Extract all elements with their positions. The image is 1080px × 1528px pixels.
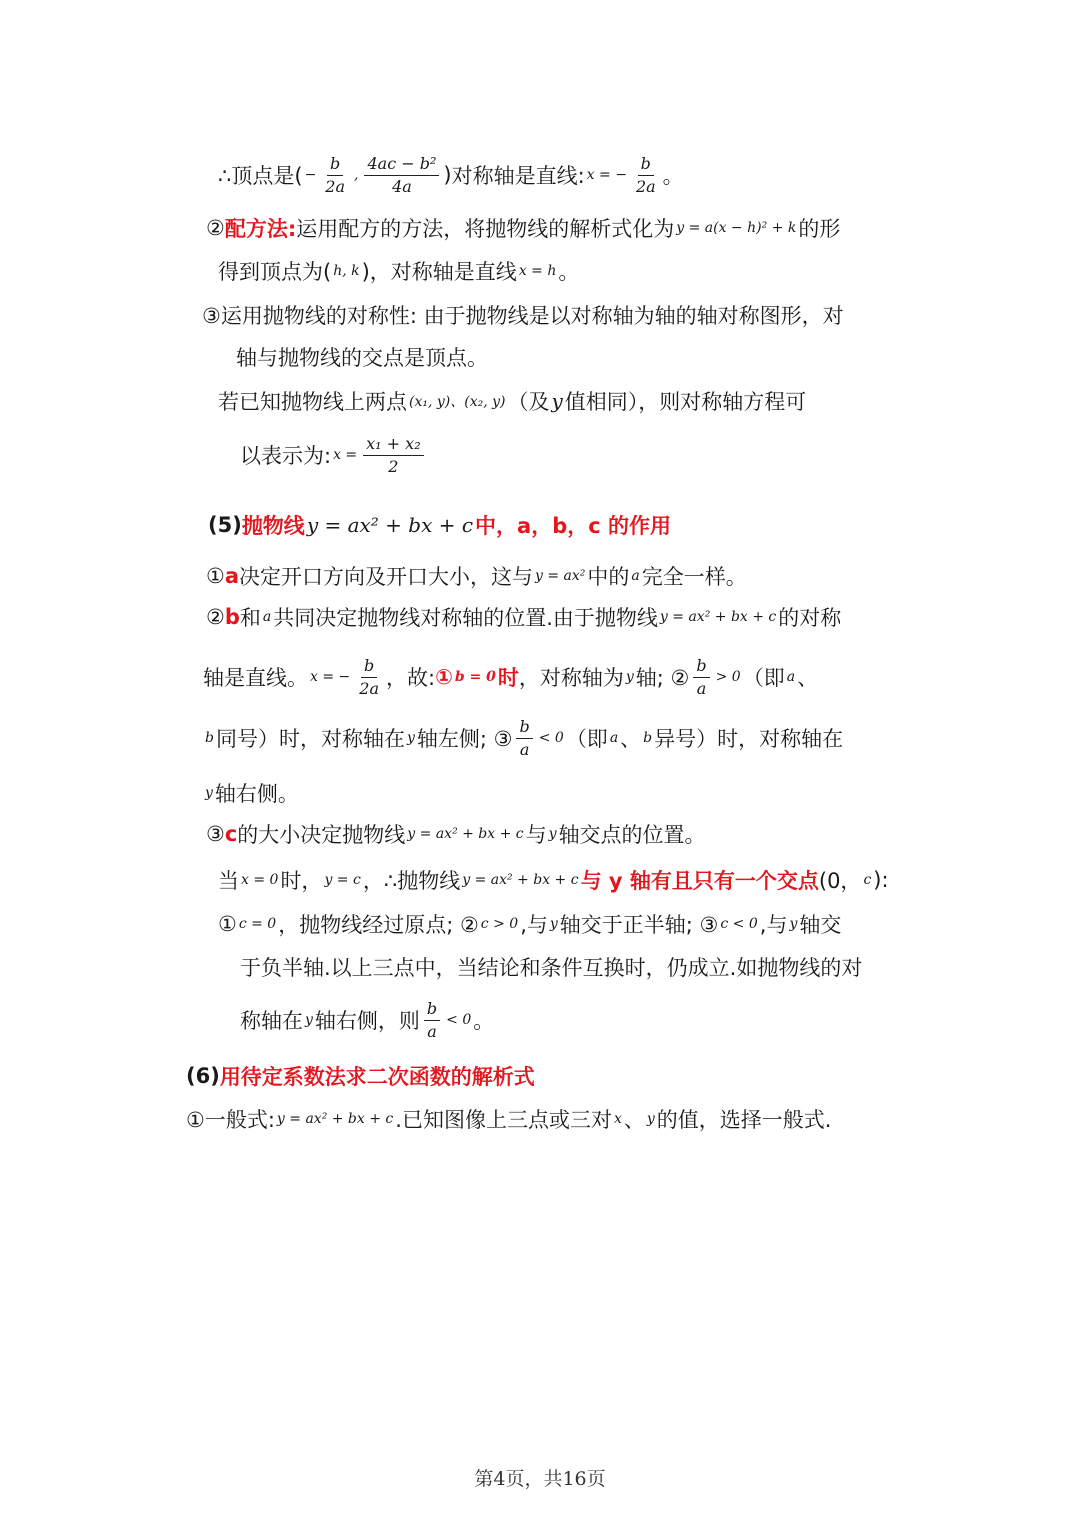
- highlight-text: ①: [435, 665, 453, 689]
- c-cases-line-3: [240, 992, 494, 1048]
- text-segment: 轴左侧; ③: [416, 727, 513, 751]
- math-expression: y = a(x − h)² + k: [676, 220, 797, 236]
- math-expression: h, k: [333, 263, 360, 279]
- text-segment: 得到顶点为(: [218, 260, 332, 284]
- math-expression: y = ax² + bx + c: [462, 872, 579, 888]
- axis-position-line-2: [203, 710, 843, 766]
- coefficient-b-line: [206, 597, 841, 637]
- text-segment: ①: [218, 912, 237, 936]
- text-segment: 于负半轴.以上三点中，当结论和条件互换时，仍成立.如抛物线的对: [240, 956, 863, 980]
- fraction: [356, 655, 382, 700]
- math-expression: (x₁, y)、(x₂, y): [409, 394, 506, 410]
- math-expression: y: [551, 389, 563, 413]
- fraction-denominator: a: [427, 1021, 437, 1041]
- math-expression: a: [786, 669, 796, 685]
- text-segment: ):: [873, 868, 889, 892]
- coefficient-a-line: [206, 556, 747, 596]
- math-expression: x = 0: [241, 872, 279, 888]
- fraction-numerator: 4ac − b²: [364, 153, 439, 176]
- math-expression: c > 0: [480, 916, 519, 932]
- text-segment: 轴右侧，则: [314, 1009, 420, 1033]
- math-expression: x =: [333, 447, 358, 463]
- highlight-text: 与 y 轴有且只有一个交点: [580, 869, 819, 893]
- text-segment: 。: [558, 260, 580, 284]
- text-segment: ，抛物线经过原点; ②: [278, 913, 479, 937]
- text-segment: 轴交点的位置。: [558, 823, 706, 847]
- text-segment: ): [443, 163, 452, 187]
- text-segment: 运用配方的方法，将抛物线的解析式化为: [296, 217, 675, 241]
- text-segment: 的形: [798, 217, 841, 241]
- fraction-denominator: a: [519, 739, 530, 759]
- text-segment: 的对称: [778, 606, 842, 630]
- text-segment: 轴右侧。: [214, 782, 299, 806]
- c-cases-line: [218, 904, 841, 944]
- math-expression: x = −: [310, 669, 351, 685]
- section-5-heading: [208, 505, 671, 545]
- math-expression: a: [631, 568, 640, 584]
- text-segment: 共同决定抛物线对称轴的位置.由于抛物线: [273, 606, 658, 630]
- text-segment: 轴交: [799, 913, 842, 937]
- text-segment: 与: [525, 823, 547, 847]
- fraction-denominator: 2: [388, 456, 399, 476]
- fraction-numerator: b: [638, 153, 654, 176]
- math-expression: y: [205, 785, 213, 801]
- highlight-text: 配方法:: [224, 217, 297, 241]
- math-expression: x: [613, 1111, 622, 1127]
- text-segment: 称轴在: [240, 1009, 303, 1033]
- general-form-line: [186, 1099, 831, 1139]
- vertex-line: [218, 147, 684, 203]
- axis-formula-line: [240, 427, 428, 483]
- text-segment: 、: [797, 666, 819, 690]
- completing-square-line: [206, 208, 840, 248]
- symmetry-method-line: [202, 295, 844, 335]
- fraction: [364, 153, 439, 198]
- axis-right-line: [203, 773, 299, 813]
- math-expression: > 0: [715, 669, 741, 685]
- fraction: [516, 716, 532, 761]
- fraction-numerator: b: [516, 716, 532, 739]
- math-expression: b: [205, 730, 214, 746]
- page-number: 第4页，共16页: [474, 1468, 606, 1490]
- text-segment: 的大小决定抛物线: [237, 823, 406, 847]
- fraction: [633, 153, 659, 198]
- y-intercept-line: [218, 860, 889, 900]
- text-segment: 和: [239, 606, 261, 630]
- fraction-numerator: b: [361, 655, 377, 678]
- fraction: [424, 998, 440, 1043]
- math-expression: b: [643, 730, 653, 746]
- math-expression: < 0: [538, 730, 564, 746]
- section-6-heading: [186, 1056, 535, 1096]
- math-expression: y = ax² + bx + c: [407, 826, 524, 842]
- section-number: (6): [186, 1064, 220, 1088]
- math-expression: y = ax² + bx + c: [276, 1111, 394, 1127]
- text-segment: 当: [218, 869, 239, 893]
- text-segment: 中的: [587, 565, 630, 589]
- math-expression: y: [406, 730, 415, 746]
- text-segment: .已知图像上三点或三对: [395, 1108, 612, 1132]
- math-expression: x = −: [586, 167, 627, 183]
- text-segment: ③运用抛物线的对称性: 由于抛物线是以对称轴为轴的轴对称图形，对: [202, 304, 844, 328]
- math-expression: b = 0: [454, 669, 496, 685]
- text-segment: ,与: [759, 913, 788, 937]
- two-points-line: [218, 381, 806, 421]
- math-expression: y = ax² + bx + c: [659, 609, 777, 625]
- fraction: [693, 655, 709, 700]
- text-segment: 的值，选择一般式.: [656, 1108, 832, 1132]
- text-segment: 。: [473, 1009, 495, 1033]
- fraction-numerator: x₁ + x₂: [363, 433, 423, 456]
- text-segment: 决定开口方向及开口大小，这与: [239, 565, 533, 589]
- text-segment: 值相同），则对称轴方程可: [564, 390, 807, 414]
- highlight-text: 时: [497, 666, 519, 690]
- math-expression: x = h: [518, 263, 557, 279]
- math-expression: −: [304, 167, 317, 183]
- text-segment: 完全一样。: [641, 565, 747, 589]
- text-segment: 、: [620, 727, 642, 751]
- highlight-text: 中，a，b，c 的作用: [475, 514, 672, 538]
- axis-position-line: [203, 649, 818, 705]
- math-expression: a: [609, 730, 619, 746]
- math-expression: < 0: [446, 1012, 472, 1028]
- text-segment: ①: [206, 564, 225, 588]
- text-segment: 若已知抛物线上两点: [218, 390, 407, 414]
- text-segment: ∴顶点是(: [218, 164, 303, 188]
- text-segment: 。: [662, 164, 684, 188]
- text-segment: 时，: [280, 869, 323, 893]
- highlight-text: a: [224, 564, 239, 588]
- text-segment: （即: [742, 666, 785, 690]
- highlight-text: c: [224, 822, 238, 846]
- text-segment: 轴; ②: [635, 666, 690, 690]
- vertex-result-line: [218, 251, 579, 291]
- math-expression: y: [646, 1111, 655, 1127]
- text-segment: ，故:: [385, 666, 436, 690]
- fraction-numerator: b: [327, 153, 343, 176]
- text-segment: 轴与抛物线的交点是顶点。: [236, 346, 488, 370]
- text-segment: ②: [206, 605, 225, 629]
- math-expression: y: [548, 826, 557, 842]
- fraction-denominator: 2a: [635, 176, 656, 196]
- fraction-denominator: 2a: [325, 176, 346, 196]
- fraction-numerator: b: [693, 655, 709, 678]
- text-segment: ,与: [520, 913, 548, 937]
- highlight-text: 抛物线: [241, 514, 305, 538]
- fraction: [363, 433, 423, 478]
- text-segment: 、: [623, 1108, 645, 1132]
- highlight-text: 用待定系数法求二次函数的解析式: [219, 1065, 535, 1089]
- highlight-text: b: [224, 605, 240, 629]
- math-expression: ,: [354, 167, 359, 183]
- coefficient-c-line: [206, 814, 706, 854]
- c-cases-line-2: [240, 947, 862, 987]
- text-segment: 同号）时，对称轴在: [215, 727, 405, 751]
- math-expression: c: [863, 872, 872, 888]
- math-expression: y = c: [324, 872, 361, 888]
- math-expression: c = 0: [238, 916, 277, 932]
- text-segment: 轴是直线。: [203, 666, 308, 690]
- text-segment: （即: [565, 727, 608, 751]
- text-segment: 以表示为:: [240, 444, 332, 468]
- text-segment: ①一般式:: [186, 1108, 275, 1132]
- math-expression: y: [789, 916, 798, 932]
- symmetry-method-line-2: [236, 337, 488, 377]
- fraction-denominator: 4a: [392, 176, 412, 196]
- math-expression: y = ax² + bx + c: [306, 513, 474, 537]
- section-number: (5): [208, 513, 242, 537]
- math-expression: y: [625, 669, 634, 685]
- math-expression: a: [262, 609, 272, 625]
- math-expression: y = ax²: [535, 568, 586, 584]
- text-segment: (0，: [818, 869, 862, 893]
- text-segment: 轴交于正半轴; ③: [559, 913, 719, 937]
- math-expression: y: [549, 916, 558, 932]
- fraction: [322, 153, 348, 198]
- fraction-denominator: a: [696, 678, 707, 698]
- text-segment: ，对称轴为: [518, 666, 624, 690]
- text-segment: ，∴抛物线: [362, 869, 461, 893]
- math-expression: c < 0: [720, 916, 758, 932]
- math-expression: y: [305, 1012, 313, 1028]
- text-segment: 对称轴是直线:: [451, 164, 585, 188]
- text-segment: ③: [206, 822, 225, 846]
- fraction-numerator: b: [424, 998, 440, 1021]
- text-segment: )，对称轴是直线: [361, 260, 517, 284]
- fraction-denominator: 2a: [359, 678, 379, 698]
- text-segment: 异号）时，对称轴在: [654, 727, 844, 751]
- text-segment: （及: [507, 390, 550, 414]
- text-segment: ②: [206, 216, 225, 240]
